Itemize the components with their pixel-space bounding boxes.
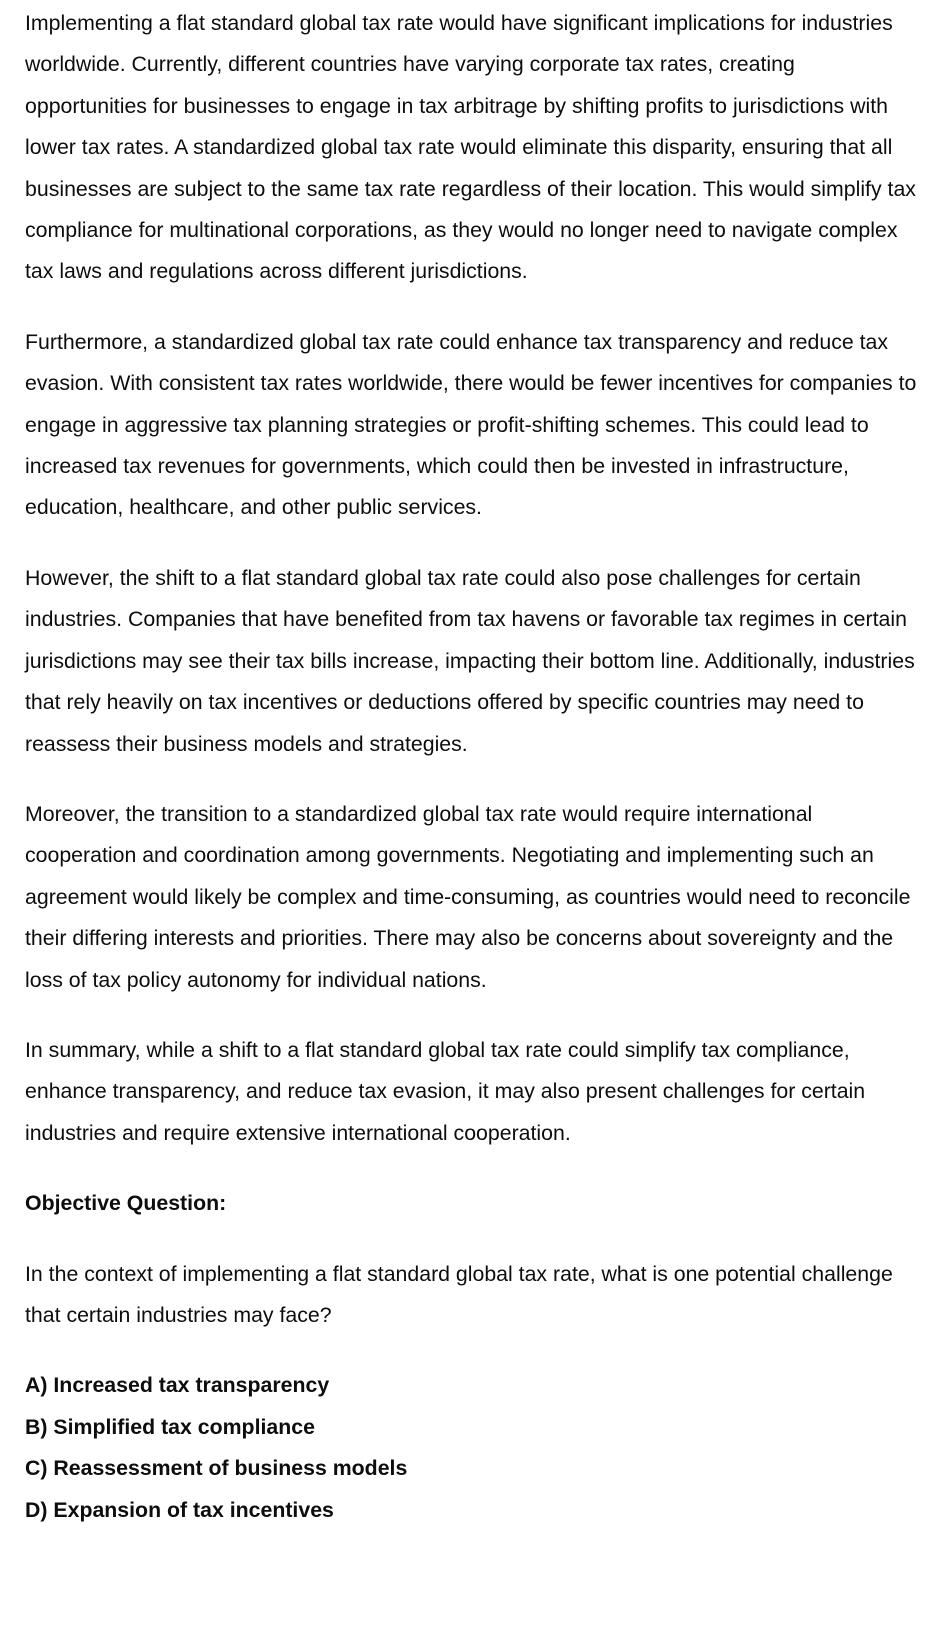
option-c: C) Reassessment of business models	[25, 1456, 408, 1481]
option-a: A) Increased tax transparency	[25, 1373, 330, 1398]
passage-paragraph-2: Furthermore, a standardized global tax rate could enhance tax transparency and reduce tax evasion. With consistent tax rates worldwide, there would be fewer incentives for companies to engage in aggressive tax planning strategies or profit-shifting schemes. This could lead to increased tax revenues for governments, which could then be invested in infrastructure, education, healthcare, and other public services.	[25, 329, 917, 520]
message-content	[25, 3, 920, 1531]
passage-paragraph-1: Implementing a flat standard global tax rate would have significant implications for industries worldwide. Currently, different countries have varying corporate tax rates, creating opportunities for businesses to engage in tax arbitrage by shifting profits to jurisdictions with lower tax rates. A standardized global tax rate would eliminate this disparity, ensuring that all businesses are subject to the same tax rate regardless of their location. This would simplify tax compliance for multinational corporations, as they would no longer need to navigate complex tax laws and regulations across different jurisdictions.	[25, 11, 916, 284]
option-b: B) Simplified tax compliance	[25, 1414, 315, 1439]
question-heading: Objective Question:	[25, 1191, 227, 1216]
question-text: In the context of implementing a flat standard global tax rate, what is one potential challenge that certain industries may face?	[25, 1261, 893, 1327]
answer-options	[25, 1365, 920, 1531]
passage-paragraph-4: Moreover, the transition to a standardized global tax rate would require international cooperation and coordination among governments. Negotiating and implementing such an agreement would likely be complex and time-consuming, as countries would need to reconcile their differing interests and priorities. There may also be concerns about sovereignty and the loss of tax policy autonomy for individual nations.	[25, 801, 911, 992]
option-d: D) Expansion of tax incentives	[25, 1497, 334, 1522]
passage-paragraph-3: However, the shift to a flat standard global tax rate could also pose challenges for certain industries. Companies that have benefited from tax havens or favorable tax regimes in certain jurisdictions may see their tax bills increase, impacting their bottom line. Additionally, industries that rely heavily on tax incentives or deductions offered by specific countries may need to reassess their business models and strategies.	[25, 565, 915, 756]
passage-paragraph-5: In summary, while a shift to a flat standard global tax rate could simplify tax compliance, enhance transparency, and reduce tax evasion, it may also present challenges for certain industries and require extensive international cooperation.	[25, 1037, 866, 1145]
